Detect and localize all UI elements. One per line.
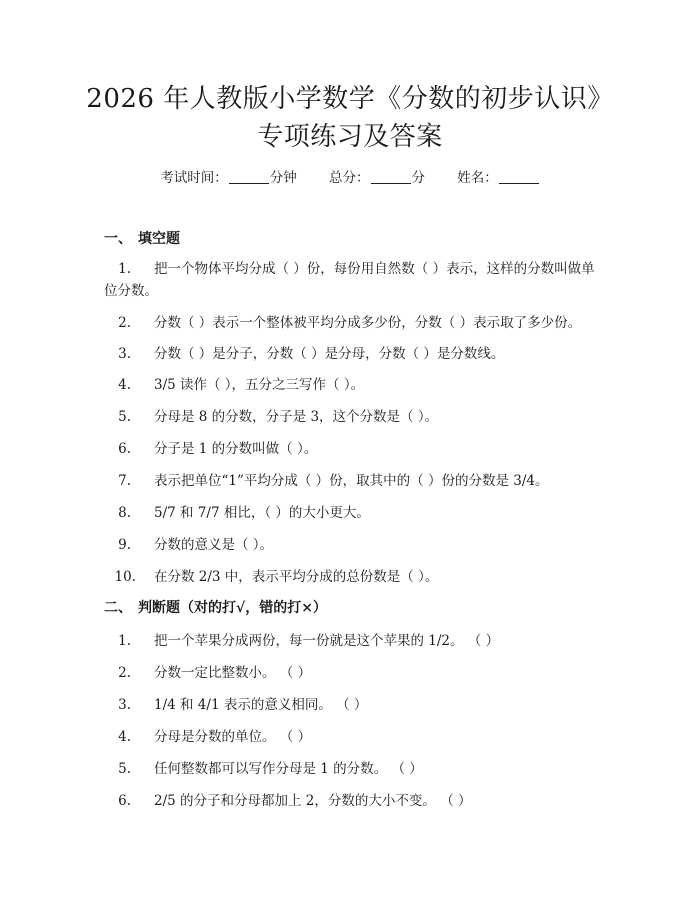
question-number: 1. xyxy=(118,633,131,649)
question-item xyxy=(104,470,600,492)
question-item xyxy=(104,438,600,460)
section-number: 二、 xyxy=(104,600,132,616)
student-name-field xyxy=(457,168,540,188)
exam-time-blank[interactable] xyxy=(229,169,269,184)
question-text: 5/7 和 7/7 相比，（ ）的大小更大。 xyxy=(154,505,370,521)
question-item xyxy=(104,662,600,684)
section-true-false-heading xyxy=(104,598,327,618)
exam-info-row xyxy=(0,168,700,188)
document-title-line2: 专项练习及答案 xyxy=(257,122,443,152)
question-number: 6. xyxy=(118,793,131,809)
question-item xyxy=(104,630,600,652)
question-text: 把一个苹果分成两份，每一份就是这个苹果的 1/2。 （ ） xyxy=(154,633,500,649)
question-item xyxy=(104,374,600,396)
question-text: 把一个物体平均分成（ ）份，每份用自然数（ ）表示，这样的分数叫做单位分数。 xyxy=(104,261,595,299)
question-text: 分母是 8 的分数，分子是 3，这个分数是（ ）。 xyxy=(154,409,439,425)
exam-time-unit: 分钟 xyxy=(269,170,297,186)
question-number: 6. xyxy=(118,441,131,457)
question-item xyxy=(104,566,600,588)
question-number: 8. xyxy=(118,505,131,521)
question-item xyxy=(104,258,600,302)
question-item xyxy=(104,758,600,780)
question-item xyxy=(104,312,600,334)
total-score-label: 总分： xyxy=(329,170,370,186)
question-text: 分数一定比整数小。 （ ） xyxy=(154,665,312,681)
question-item xyxy=(104,534,600,556)
question-number: 9. xyxy=(118,537,131,553)
question-item xyxy=(104,502,600,524)
question-item xyxy=(104,726,600,748)
exam-time-field xyxy=(160,168,297,188)
section-title: 填空题 xyxy=(138,231,180,247)
student-name-label: 姓名： xyxy=(457,170,498,186)
question-text: 分数（ ）是分子，分数（ ）是分母，分数（ ）是分数线。 xyxy=(154,346,505,362)
document-title-line1: 2026 年人教版小学数学《分数的初步认识》 xyxy=(86,84,614,114)
question-text: 在分数 2/3 中，表示平均分成的总份数是（ ）。 xyxy=(154,569,439,585)
question-number: 7. xyxy=(118,473,131,489)
question-text: 分子是 1 的分数叫做（ ）。 xyxy=(154,441,318,457)
question-item xyxy=(104,694,600,716)
question-item xyxy=(104,406,600,428)
question-number: 10. xyxy=(114,569,136,585)
question-number: 4. xyxy=(118,377,131,393)
section-fill-in-heading xyxy=(104,229,180,249)
question-number: 2. xyxy=(118,315,131,331)
question-text: 3/5 读作（ ），五分之三写作（ ）。 xyxy=(154,377,365,393)
question-text: 1/4 和 4/1 表示的意义相同。 （ ） xyxy=(154,697,368,713)
question-text: 任何整数都可以写作分母是 1 的分数。 （ ） xyxy=(154,761,423,777)
question-number: 3. xyxy=(118,346,131,362)
question-number: 5. xyxy=(118,409,131,425)
section-title: 判断题（对的打√，错的打×） xyxy=(138,600,327,616)
question-text: 分母是分数的单位。 （ ） xyxy=(154,729,312,745)
question-number: 5. xyxy=(118,761,131,777)
question-item xyxy=(104,790,600,812)
question-text: 分数（ ）表示一个整体被平均分成多少份，分数（ ）表示取了多少份。 xyxy=(154,315,582,331)
question-text: 表示把单位“1”平均分成（ ）份，取其中的（ ）份的分数是 3/4。 xyxy=(154,473,549,489)
question-number: 2. xyxy=(118,665,131,681)
question-number: 1. xyxy=(118,261,131,277)
question-number: 3. xyxy=(118,697,131,713)
total-score-field xyxy=(329,168,425,188)
total-score-blank[interactable] xyxy=(371,169,411,184)
question-text: 2/5 的分子和分母都加上 2，分数的大小不变。 （ ） xyxy=(154,793,472,809)
exam-time-label: 考试时间： xyxy=(160,170,228,186)
total-score-unit: 分 xyxy=(411,170,425,186)
question-number: 4. xyxy=(118,729,131,745)
student-name-blank[interactable] xyxy=(499,169,539,184)
question-item xyxy=(104,343,600,365)
question-text: 分数的意义是（ ）。 xyxy=(154,537,274,553)
section-number: 一、 xyxy=(104,231,132,247)
